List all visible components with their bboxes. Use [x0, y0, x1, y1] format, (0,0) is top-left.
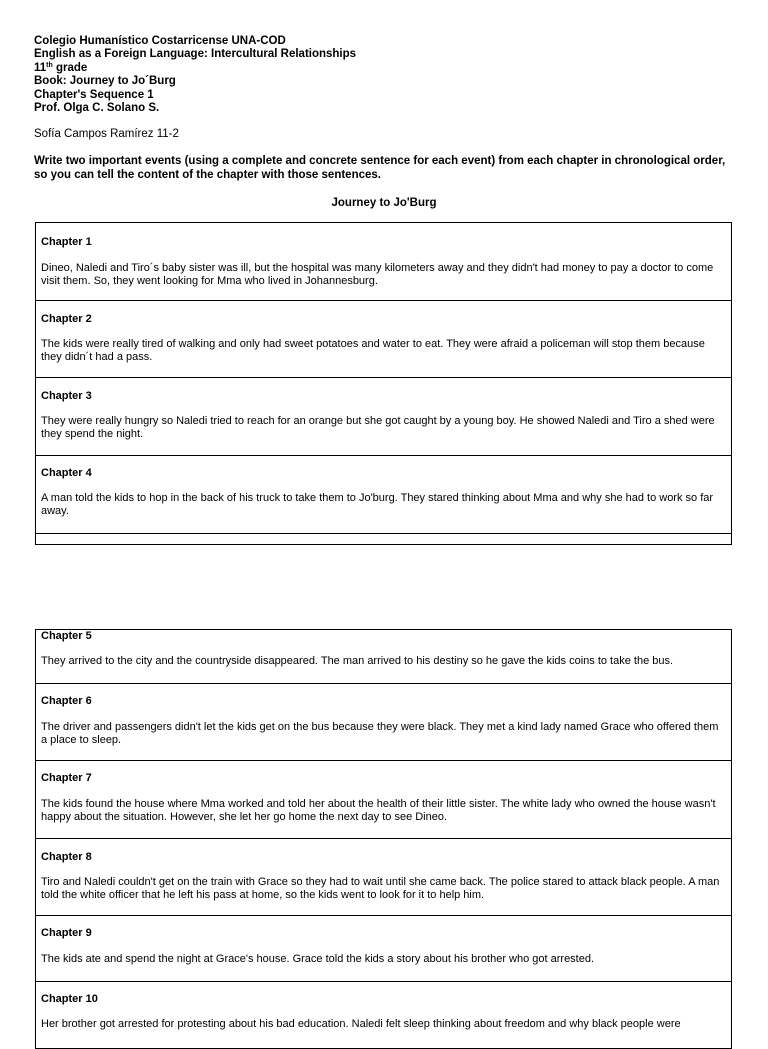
- instructions: Write two important events (using a complete and concrete sentence for each event) from each chapter in chronological order, so you can tell the content of the chapter with those sentences.: [34, 155, 726, 181]
- chapter-summary: Her brother got arrested for protesting about his bad education. Naledi felt sleep thinking about freedom and why black people were: [41, 1018, 681, 1030]
- chapter-row: [36, 223, 731, 301]
- grade-line: [34, 62, 734, 75]
- chapter-title: Chapter 1: [41, 236, 92, 248]
- grade-suffix: th: [46, 61, 53, 69]
- chapter-summary: They arrived to the city and the countryside disappeared. The man arrived to his destiny so he gave the kids coins to take the bus.: [41, 655, 674, 667]
- chapter-title: Chapter 5: [41, 630, 92, 642]
- chapter-summary: The kids ate and spend the night at Grace's house. Grace told the kids a story about his brother who got arrested.: [41, 953, 595, 965]
- course-name: English as a Foreign Language: Intercultural Relationships: [34, 48, 357, 61]
- grade-number: 11: [34, 61, 47, 74]
- chapter-row: [36, 456, 731, 534]
- book-title: Book: Journey to Jo´Burg: [34, 75, 176, 88]
- empty-row: [36, 534, 731, 544]
- chapter-sequence: Chapter's Sequence 1: [34, 88, 154, 101]
- chapter-summary: They were really hungry so Naledi tried to reach for an orange but she got caught by a young boy. He showed Naledi and Tiro a shed were they spend the night.: [41, 415, 715, 441]
- chapter-row: [36, 916, 731, 982]
- chapter-row: [36, 684, 731, 761]
- chapter-summary: Dineo, Naledi and Tiro´s baby sister was ill, but the hospital was many kilometers away and they didn't had money to pay a doctor to come visit them. So, they went looking for Mma who lived in Johannesburg.: [41, 262, 714, 288]
- chapter-row: [36, 839, 731, 916]
- chapter-row: [36, 378, 731, 456]
- chapter-title: Chapter 10: [41, 993, 98, 1005]
- document-title: Journey to Jo'Burg: [331, 197, 437, 209]
- chapter-title: Chapter 2: [41, 313, 92, 325]
- grade-word: grade: [55, 61, 88, 74]
- chapter-title: Chapter 3: [41, 390, 92, 402]
- school-name: Colegio Humanístico Costarricense UNA-COD: [34, 35, 286, 47]
- student-name: Sofía Campos Ramírez 11-2: [34, 128, 179, 140]
- chapter-summary: A man told the kids to hop in the back of his truck to take them to Jo'burg. They stared thinking about Mma and why she had to work so far away.: [41, 492, 714, 518]
- chapter-title: Chapter 6: [41, 695, 92, 707]
- chapter-row: [36, 630, 731, 684]
- document-header: [34, 35, 734, 115]
- chapters-table-page-1: [35, 222, 732, 545]
- chapter-title: Chapter 8: [41, 851, 92, 863]
- chapter-summary: The driver and passengers didn't let the kids get on the bus because they were black. They met a kind lady named Grace who offered them a place to sleep.: [41, 721, 719, 747]
- chapter-title: Chapter 7: [41, 772, 92, 784]
- chapter-summary: Tiro and Naledi couldn't get on the train with Grace so they had to wait until she came back. The police stared to attack black people. A man told the white officer that he left his pass at home, so the kids went to look for it to help him.: [41, 876, 720, 902]
- chapters-table-page-2: [35, 629, 732, 1049]
- chapter-summary: The kids were really tired of walking and only had sweet potatoes and water to eat. They were afraid a policeman will stop them because they didn´t had a pass.: [41, 338, 705, 364]
- chapter-summary: The kids found the house where Mma worked and told her about the health of their little sister. The white lady who owned the house wasn't happy about the situation. However, she let her go home the next day to see Dineo.: [41, 798, 716, 824]
- chapter-title: Chapter 9: [41, 927, 92, 939]
- chapter-title: Chapter 4: [41, 467, 92, 479]
- chapter-row: [36, 761, 731, 839]
- professor-name: Prof. Olga C. Solano S.: [34, 102, 160, 115]
- chapter-row: [36, 982, 731, 1048]
- chapter-row: [36, 301, 731, 378]
